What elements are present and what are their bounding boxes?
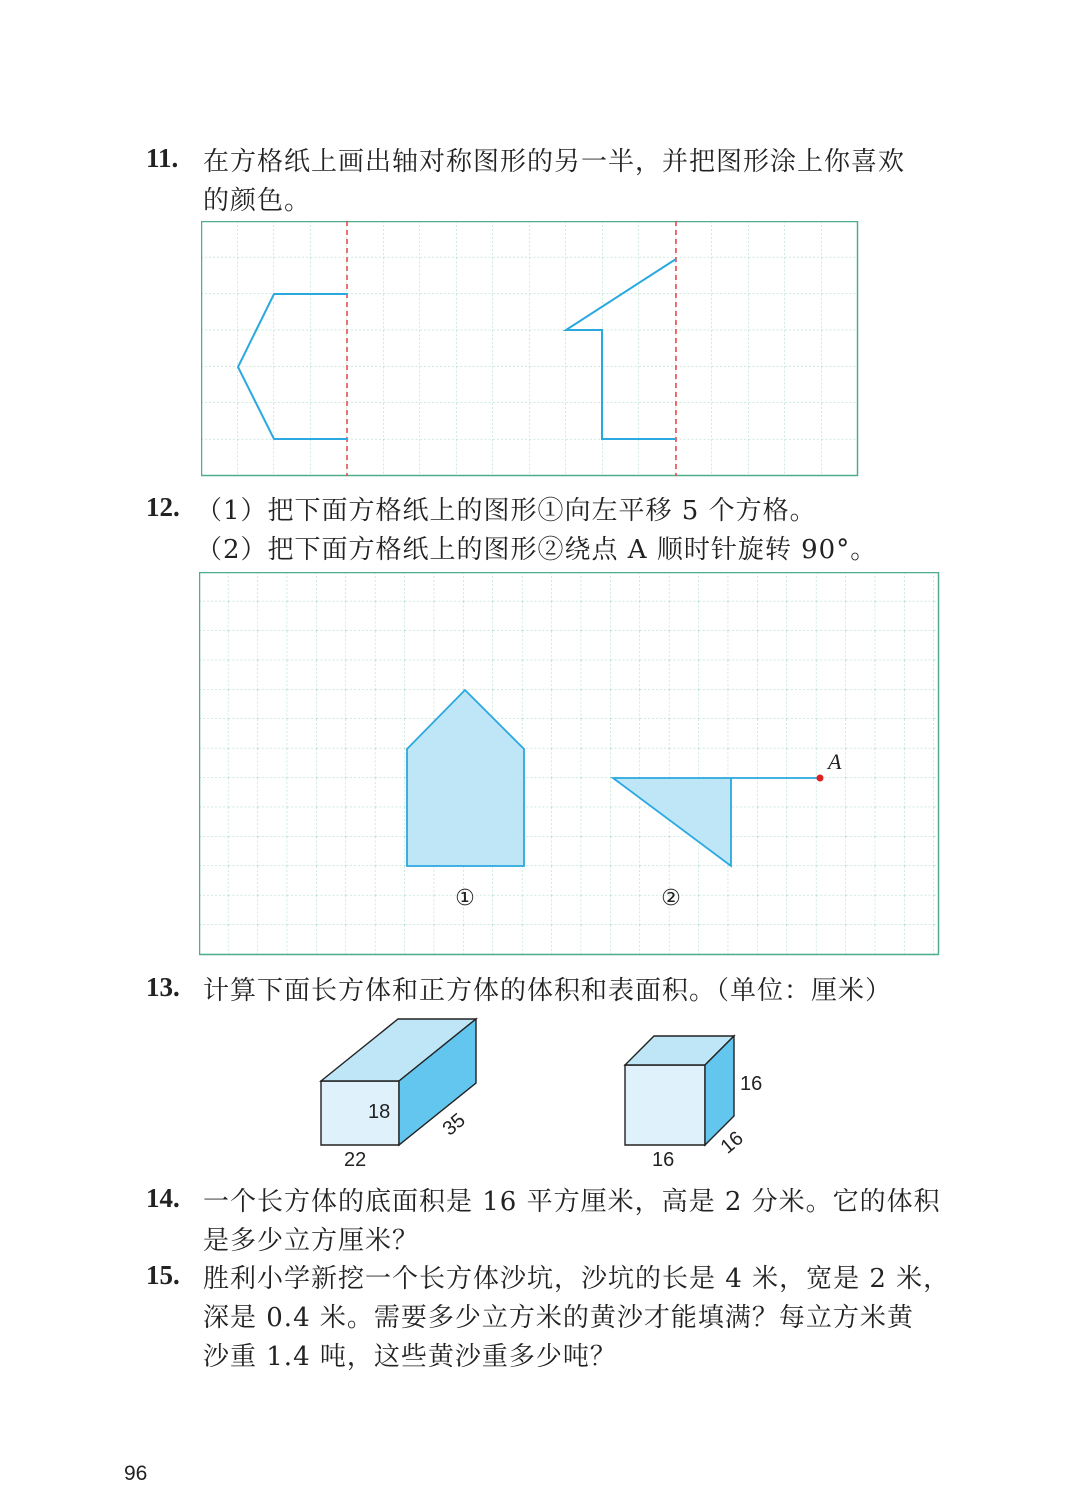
question-14-number: 14. (146, 1183, 180, 1213)
question-14-text-line2: 是多少立方厘米？ (203, 1226, 420, 1256)
cuboid-depth-label: 35 (438, 1109, 470, 1141)
cuboid-height-label: 18 (368, 1101, 391, 1123)
point-a-label: A (828, 749, 842, 774)
question-15-text-line1: 胜利小学新挖一个长方体沙坑，沙坑的长是 4 米，宽是 2 米， (203, 1264, 951, 1294)
question-15-text-line2: 深是 0.4 米。需要多少立方米的黄沙才能填满？每立方米黄 (203, 1303, 914, 1333)
question-12-text-line2: （2）把下面方格纸上的图形②绕点 A 顺时针旋转 90°。 (196, 535, 878, 565)
question-13-number: 13. (146, 972, 180, 1002)
cuboid-length-label: 22 (344, 1149, 367, 1171)
cube (625, 1036, 762, 1171)
cube-front-face (625, 1065, 705, 1145)
question-11-number: 11. (146, 143, 179, 173)
shape-1-label: ① (455, 886, 475, 911)
symmetry-grid (201, 221, 859, 477)
cube-length-label: 16 (652, 1149, 675, 1171)
question-11-text-line2: 的颜色。 (203, 186, 312, 216)
question-12-text-line1: （1）把下面方格纸上的图形①向左平移 5 个方格。 (196, 496, 817, 526)
question-15-text-line3: 沙重 1.4 吨，这些黄沙重多少吨？ (203, 1342, 617, 1372)
transform-grid (199, 572, 940, 956)
cube-depth-label: 16 (716, 1127, 748, 1159)
solids-figure (300, 1012, 800, 1177)
shape-2-label: ② (661, 886, 681, 911)
question-15-number: 15. (146, 1260, 180, 1290)
page-number: 96 (124, 1462, 148, 1485)
point-a (817, 775, 824, 782)
question-12-number: 12. (146, 492, 180, 522)
question-11-text-line1: 在方格纸上画出轴对称图形的另一半，并把图形涂上你喜欢 (203, 147, 906, 177)
question-13-text-line1: 计算下面长方体和正方体的体积和表面积。（单位：厘米） (203, 976, 893, 1006)
cuboid (321, 1019, 476, 1171)
question-14-text-line1: 一个长方体的底面积是 16 平方厘米，高是 2 分米。它的体积 (203, 1187, 941, 1217)
cube-height-label: 16 (740, 1073, 763, 1095)
